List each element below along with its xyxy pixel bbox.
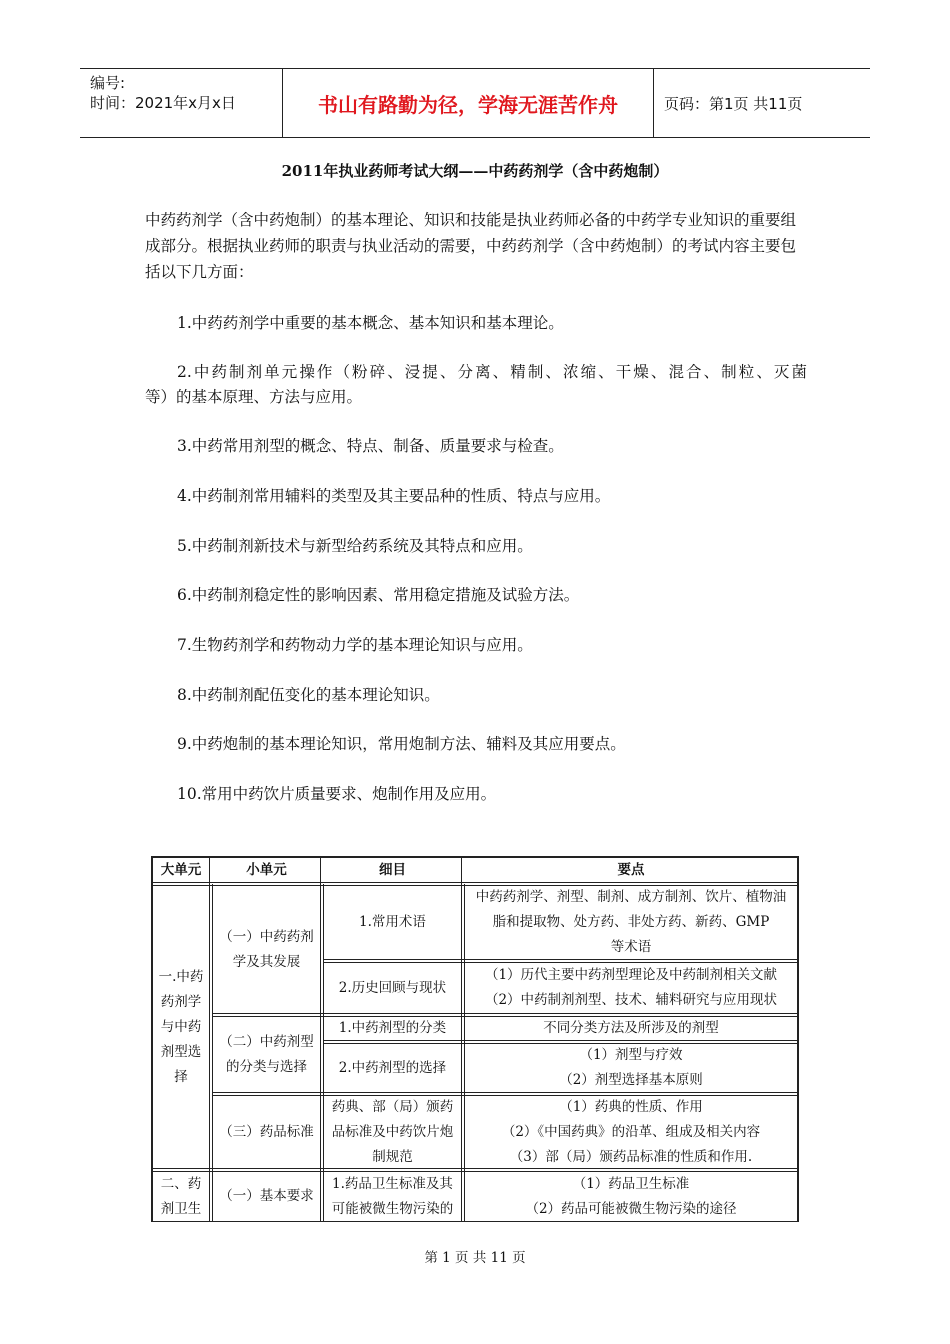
list-item: 4.中药制剂常用辅料的类型及其主要品种的性质、特点与应用。 xyxy=(177,487,611,505)
unit-cell: 二、药 剂卫生 xyxy=(160,1176,202,1217)
code-label: 编号: xyxy=(90,74,126,92)
page-info: 页码：第1页 共11页 xyxy=(664,94,803,113)
col-header-subunit: 小单元 xyxy=(246,861,287,878)
list-item: 1.中药药剂学中重要的基本概念、基本知识和基本理论。 xyxy=(177,314,564,332)
points-cell: 不同分类方法及所涉及的剂型 xyxy=(543,1020,719,1036)
points-cell: （1）药典的性质、作用 （2）《中国药典》的沿革、组成及相关内容 （3）部（局）颁药品标准的性质和作用. xyxy=(501,1098,761,1165)
motto: 书山有路勤为径，学海无涯苦作舟 xyxy=(282,69,654,137)
detail-cell: 1.中药剂型的分类 xyxy=(338,1020,447,1036)
intro-text: 中药药剂学（含中药炮制）的基本理论、知识和技能是执业药师必备的中药学专业知识的重要组成部分。根据执业药师的职责与执业活动的需要，中药药剂学（含中药炮制）的考试内容主要包括以下几方面： xyxy=(145,211,797,281)
syllabus-table xyxy=(151,856,799,1222)
subunit-cell: （二）中药剂型 的分类与选择 xyxy=(219,1033,314,1075)
detail-cell: 药典、部（局）颁药 品标准及中药饮片炮 制规范 xyxy=(331,1098,454,1165)
col-header-points: 要点 xyxy=(617,861,645,878)
time-label: 时间：2021年x月x日 xyxy=(90,94,236,112)
list-item: 5.中药制剂新技术与新型给药系统及其特点和应用。 xyxy=(177,537,533,555)
col-header-detail: 细目 xyxy=(379,861,406,878)
header-meta xyxy=(80,69,282,137)
list-item: 7.生物药剂学和药物动力学的基本理论知识与应用。 xyxy=(177,636,533,654)
points-cell: （1）历代主要中药剂型理论及中药制剂相关文献 （2）中药制剂剂型、技术、辅料研究与应用现状 xyxy=(484,967,778,1008)
detail-cell: 1.药品卫生标准及其 可能被微生物污染的 xyxy=(331,1176,454,1217)
document-title: 2011年执业药师考试大纲——中药药剂学（含中药炮制） xyxy=(281,162,669,180)
list-item: 2.中药制剂单元操作（粉碎、浸提、分离、精制、浓缩、干燥、混合、制粒、灭菌 xyxy=(177,363,807,381)
list-item: 3.中药常用剂型的概念、特点、制备、质量要求与检查。 xyxy=(177,437,564,455)
points-cell: （1）剂型与疗效 （2）剂型选择基本原则 xyxy=(559,1047,703,1088)
list-item: 6.中药制剂稳定性的影响因素、常用稳定措施及试验方法。 xyxy=(177,586,580,604)
detail-cell: 2.中药剂型的选择 xyxy=(338,1059,447,1076)
subunit-cell: （一）中药药剂 学及其发展 xyxy=(219,928,314,970)
page-footer: 第 1 页 共 11 页 xyxy=(424,1250,526,1266)
list-item: 10.常用中药饮片质量要求、炮制作用及应用。 xyxy=(177,785,497,803)
unit-cell: 一.中药 药剂学 与中药 剂型选 择 xyxy=(158,968,204,1085)
list-item: 9.中药炮制的基本理论知识，常用炮制方法、辅料及其应用要点。 xyxy=(177,735,626,753)
detail-cell: 1.常用术语 xyxy=(359,914,426,930)
subunit-cell: （三）药品标准 xyxy=(219,1123,314,1140)
points-cell: 中药药剂学、剂型、制剂、成方制剂、饮片、植物油 脂和提取物、处方药、非处方药、新药、GMP 等术语 xyxy=(475,889,787,955)
subunit-cell: （一）基本要求 xyxy=(219,1188,314,1204)
points-cell: （1）药品卫生标准 （2）药品可能被微生物污染的途径 xyxy=(525,1176,737,1217)
intro-paragraph xyxy=(145,207,807,285)
list-item: 8.中药制剂配伍变化的基本理论知识。 xyxy=(177,686,440,704)
list-item-continued: 等）的基本原理、方法与应用。 xyxy=(145,388,363,406)
col-header-unit: 大单元 xyxy=(160,861,202,878)
page-header xyxy=(80,68,870,138)
detail-cell: 2.历史回顾与现状 xyxy=(338,979,447,996)
